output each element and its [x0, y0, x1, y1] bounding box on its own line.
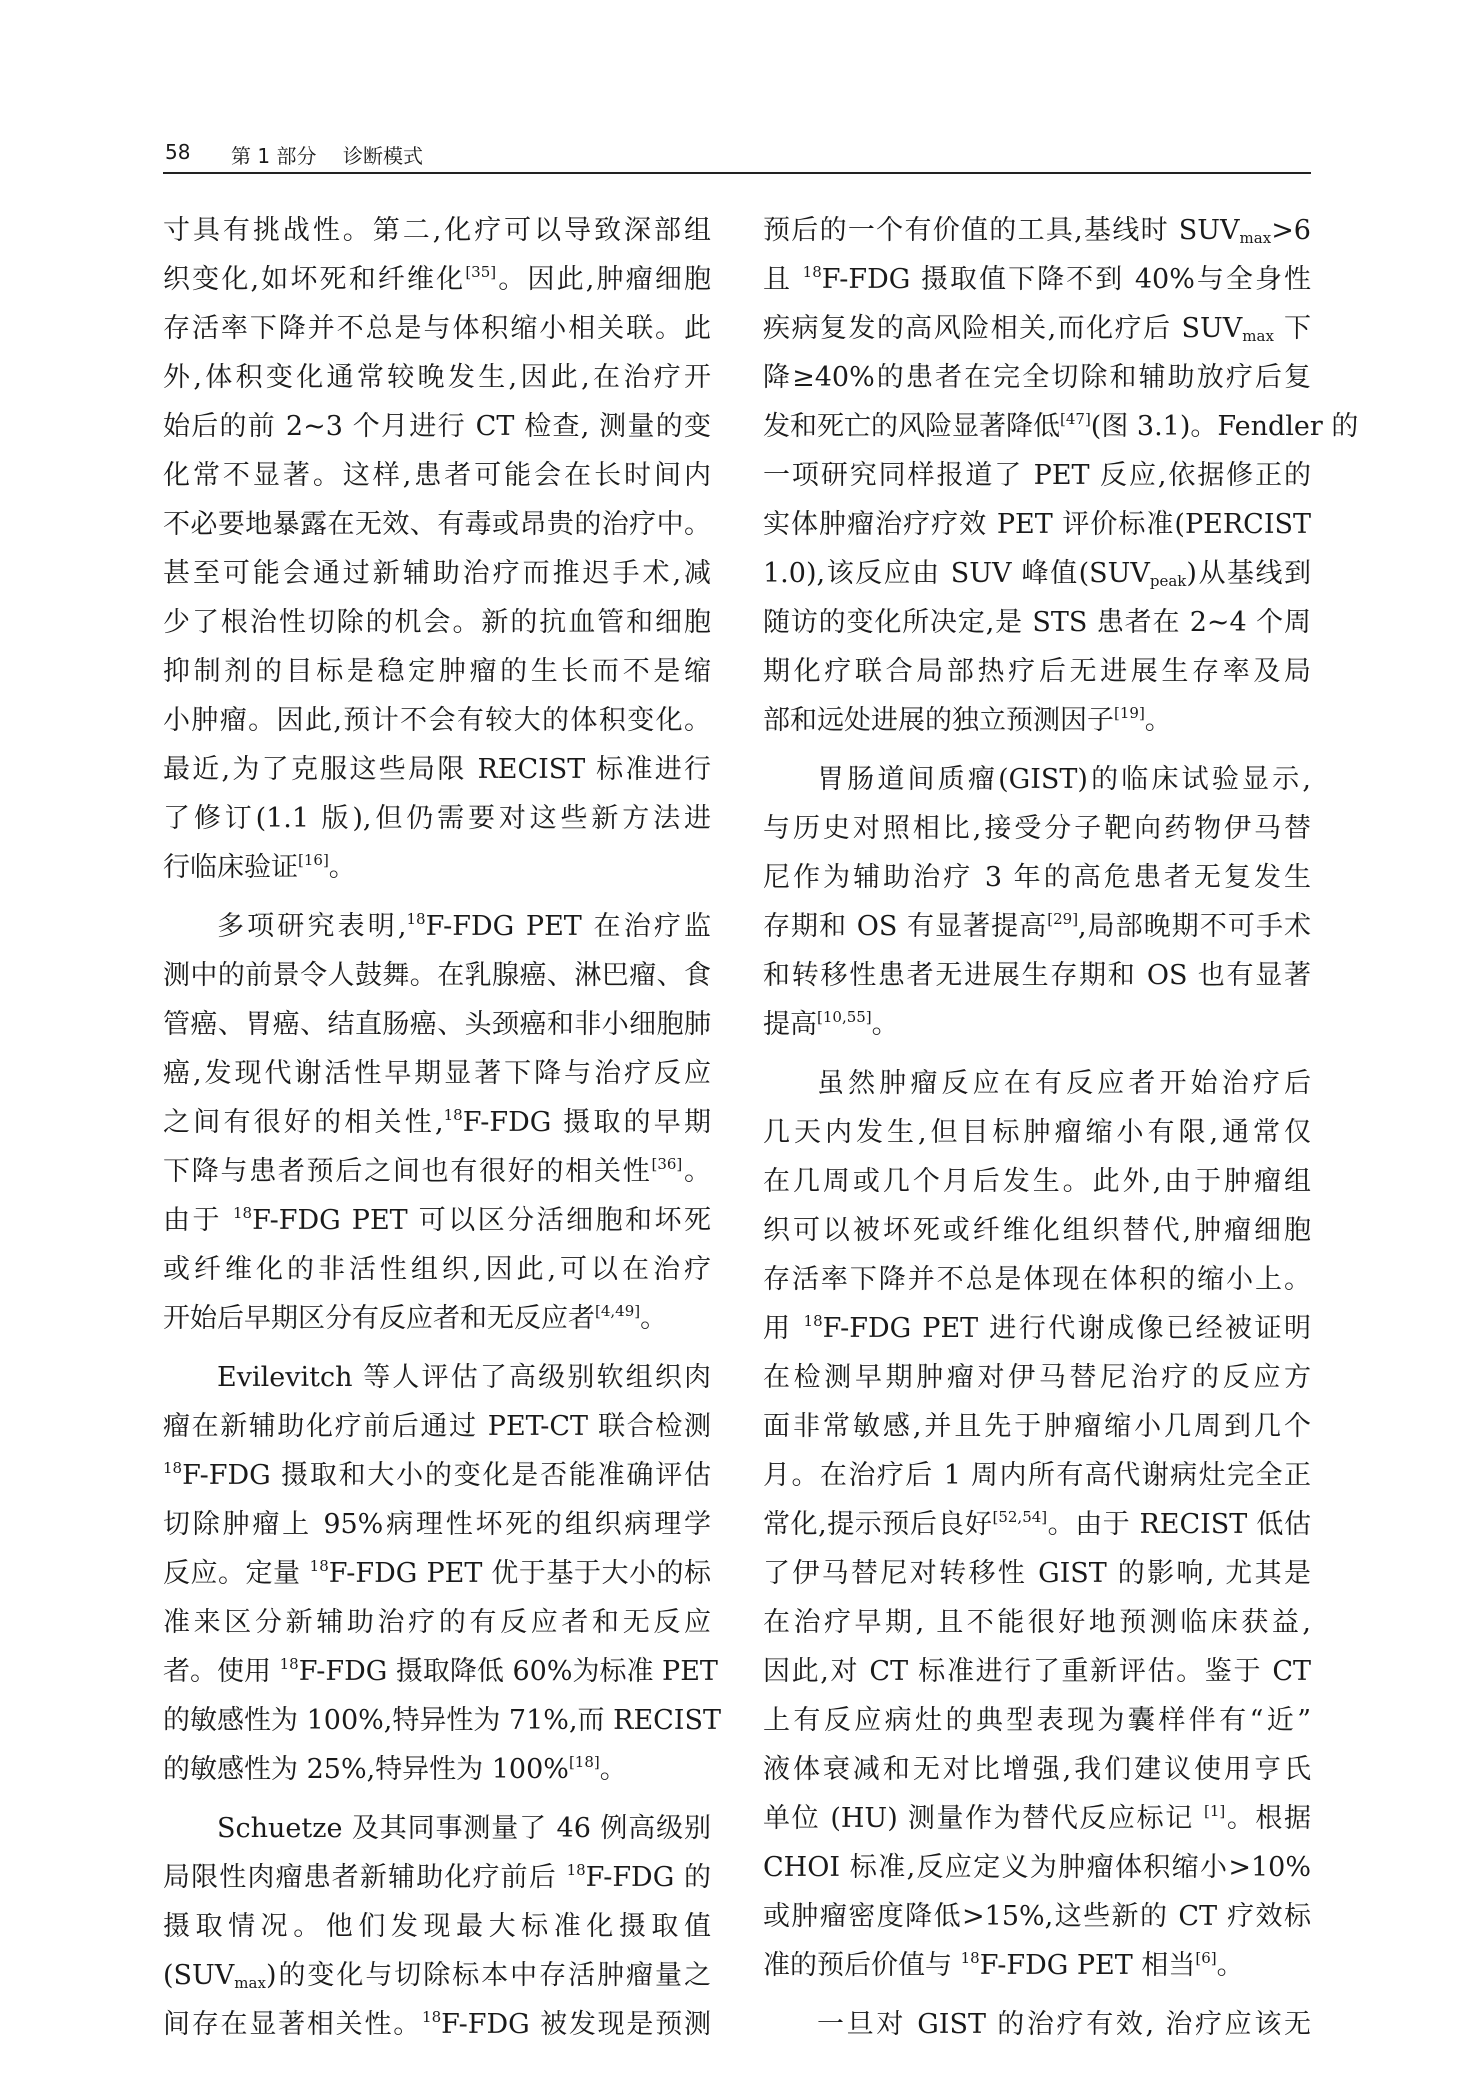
paragraph-gap [763, 1049, 1311, 1059]
text-line: 一项研究同样报道了 PET 反应,依据修正的 [763, 460, 1311, 491]
text-line: 与历史对照相比,接受分子靶向药物伊马替 [763, 813, 1311, 844]
text-line: 最近,为了克服这些局限 RECIST 标准进行 [163, 754, 711, 785]
text-line: 在几周或几个月后发生。此外,由于肿瘤组 [763, 1166, 1311, 1197]
text-line: 部和远处进展的独立预测因子[19]。 [763, 704, 1172, 736]
text-line: 存期和 OS 有显著提高[29],局部晚期不可手术 [763, 910, 1311, 942]
text-line: 发和死亡的风险显著降低[47](图 3.1)。Fendler 的 [763, 410, 1359, 442]
text-line: 准的预后价值与 $^{18}$F-FDG PET 相当[6]。 [763, 1949, 1244, 1981]
text-line: 了修订(1.1 版),但仍需要对这些新方法进 [163, 803, 711, 834]
text-line: 存活率下降并不总是体现在体积的缩小上。 [763, 1264, 1311, 1295]
text-line: 1.0),该反应由 SUV 峰值$(SUV_{peak})$从基线到 [763, 558, 1311, 590]
text-line: 甚至可能会通过新辅助治疗而推迟手术,减 [163, 558, 711, 589]
text-line: 常化,提示预后良好[52,54]。由于 RECIST 低估 [763, 1508, 1311, 1540]
text-line: 预后的一个有价值的工具,基线时 $SUV_{max}>6$ [763, 215, 1311, 247]
text-line: 面非常敏感,并且先于肿瘤缩小几周到几个 [763, 1411, 1311, 1442]
page-header [163, 138, 1311, 174]
text-line: 的敏感性为 25%,特异性为 100%[18]。 [163, 1753, 627, 1785]
text-line: 在检测早期肿瘤对伊马替尼治疗的反应方 [763, 1362, 1311, 1393]
text-line: 切除肿瘤上 95%病理性坏死的组织病理学 [163, 1509, 711, 1540]
text-line: 期化疗联合局部热疗后无进展生存率及局 [763, 656, 1311, 687]
text-line: 尼作为辅助治疗 3 年的高危患者无复发生 [763, 862, 1311, 893]
text-line: 虽然肿瘤反应在有反应者开始治疗后 [817, 1068, 1311, 1099]
text-line: 随访的变化所决定,是 STS 患者在 2~4 个周 [763, 607, 1311, 638]
text-line: 摄取情况。他们发现最大标准化摄取值 [163, 1911, 711, 1942]
text-line: 或纤维化的非活性组织,因此,可以在治疗 [163, 1254, 711, 1285]
text-line: 者。使用 $^{18}$F-FDG 摄取降低 60%为标准 PET [163, 1655, 718, 1687]
text-line: 因此,对 CT 标准进行了重新评估。鉴于 CT [763, 1656, 1311, 1687]
text-line: 反应。定量 $^{18}$F-FDG PET 优于基于大小的标 [163, 1557, 711, 1589]
text-line: 存活率下降并不总是与体积缩小相关联。此 [163, 313, 711, 344]
text-line: 始后的前 2~3 个月进行 CT 检查, 测量的变 [163, 411, 711, 442]
text-line: 开始后早期区分有反应者和无反应者[4,49]。 [163, 1302, 668, 1334]
text-line: 测中的前景令人鼓舞。在乳腺癌、淋巴瘤、食 [163, 960, 711, 991]
text-line: 在治疗早期, 且不能很好地预测临床获益, [763, 1607, 1311, 1638]
text-line: 月。在治疗后 1 周内所有高代谢病灶完全正 [763, 1460, 1311, 1491]
text-line: 行临床验证[16]。 [163, 851, 356, 883]
text-line: 胃肠道间质瘤(GIST)的临床试验显示, [817, 764, 1311, 795]
text-line: 或肿瘤密度降低>15%,这些新的 CT 疗效标 [763, 1901, 1311, 1932]
text-line: 的敏感性为 100%,特异性为 71%,而 RECIST [163, 1705, 721, 1736]
part-label: 第 1 部分 [231, 144, 317, 168]
text-line: 和转移性患者无进展生存期和 OS 也有显著 [763, 960, 1311, 991]
text-line: 不必要地暴露在无效、有毒或昂贵的治疗中。 [163, 509, 711, 540]
paragraph-gap [763, 745, 1311, 755]
text-line: 管癌、胃癌、结直肠癌、头颈癌和非小细胞肺 [163, 1009, 711, 1040]
paragraph-gap [763, 1990, 1311, 2000]
text-line: Schuetze 及其同事测量了 46 例高级别 [217, 1813, 711, 1844]
paragraph-gap [163, 1343, 711, 1353]
text-line: 外,体积变化通常较晚发生,因此,在治疗开 [163, 362, 711, 393]
paragraph-gap [163, 892, 711, 902]
text-line: 织可以被坏死或纤维化组织替代,肿瘤细胞 [763, 1215, 1311, 1246]
text-line: 一旦对 GIST 的治疗有效, 治疗应该无 [817, 2009, 1311, 2040]
text-line: 间存在显著相关性。$^{18}$F-FDG 被发现是预测 [163, 2008, 711, 2040]
text-line: $(SUV_{max})$的变化与切除标本中存活肿瘤量之 [163, 1960, 711, 1992]
chapter-title: 诊断模式 [343, 144, 423, 168]
page-number: 58 [165, 140, 191, 164]
text-line: 几天内发生,但目标肿瘤缩小有限,通常仅 [763, 1117, 1311, 1148]
right-column [763, 206, 1359, 2049]
text-line: 局限性肉瘤患者新辅助化疗前后 $^{18}$F-FDG 的 [163, 1861, 711, 1893]
text-line: 织变化,如坏死和纤维化[35]。因此,肿瘤细胞 [163, 263, 711, 295]
text-line: 瘤在新辅助化疗前后通过 PET-CT 联合检测 [163, 1411, 711, 1442]
text-line: 单位 (HU) 测量作为替代反应标记 [1]。根据 [763, 1802, 1312, 1834]
text-line: 液体衰减和无对比增强,我们建议使用亨氏 [763, 1754, 1311, 1785]
text-line: 少了根治性切除的机会。新的抗血管和细胞 [163, 607, 711, 638]
left-column [163, 206, 721, 2049]
text-line: 化常不显著。这样,患者可能会在长时间内 [163, 460, 711, 491]
text-line: 上有反应病灶的典型表现为囊样伴有“近” [763, 1705, 1311, 1736]
text-line: 癌,发现代谢活性早期显著下降与治疗反应 [163, 1058, 711, 1089]
text-line: Evilevitch 等人评估了高级别软组织肉 [217, 1362, 711, 1393]
text-line: CHOI 标准,反应定义为肿瘤体积缩小>10% [763, 1852, 1311, 1883]
text-line: 之间有很好的相关性,$^{18}$F-FDG 摄取的早期 [163, 1106, 711, 1138]
text-line: 小肿瘤。因此,预计不会有较大的体积变化。 [163, 705, 711, 736]
text-line: 了伊马替尼对转移性 GIST 的影响, 尤其是 [763, 1558, 1311, 1589]
text-line: 由于 $^{18}$F-FDG PET 可以区分活细胞和坏死 [163, 1204, 711, 1236]
text-line: 疾病复发的高风险相关,而化疗后 $SUV_{max}$ 下 [763, 313, 1311, 345]
text-line: 下降与患者预后之间也有很好的相关性[36]。 [163, 1155, 712, 1187]
text-line: 用 $^{18}$F-FDG PET 进行代谢成像已经被证明 [763, 1312, 1311, 1344]
text-line: 准来区分新辅助治疗的有反应者和无反应 [163, 1607, 711, 1638]
text-line: 抑制剂的目标是稳定肿瘤的生长而不是缩 [163, 656, 711, 687]
text-line: 且 $^{18}$F-FDG 摄取值下降不到 40%与全身性 [763, 263, 1311, 295]
text-line: 寸具有挑战性。第二,化疗可以导致深部组 [163, 215, 711, 246]
text-line: 多项研究表明,$^{18}$F-FDG PET 在治疗监 [217, 910, 712, 942]
text-line: 降≥40%的患者在完全切除和辅助放疗后复 [763, 362, 1311, 393]
text-line: 实体肿瘤治疗疗效 PET 评价标准(PERCIST [763, 509, 1311, 540]
text-line: 提高[10,55]。 [763, 1008, 899, 1040]
paragraph-gap [163, 1794, 711, 1804]
text-line: $^{18}$F-FDG 摄取和大小的变化是否能准确评估 [163, 1459, 711, 1491]
